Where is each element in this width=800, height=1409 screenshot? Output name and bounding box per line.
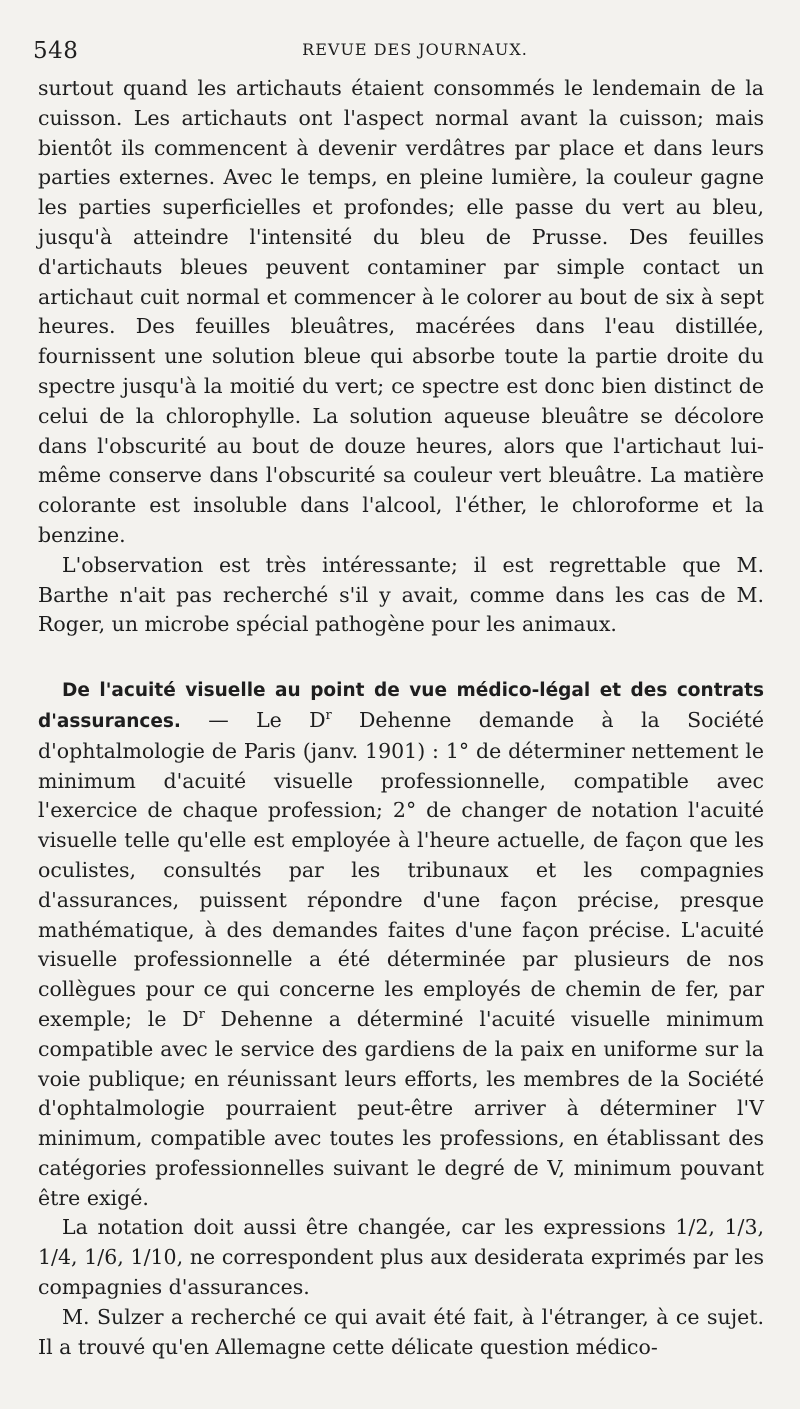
article1-paragraph-1: surtout quand les artichauts étaient consommés le lendemain de la cuisson. Les artichauts ont l'aspect normal avant la cuisson; mais bientôt ils commencent à devenir verdâtres par place et dans leurs parties externes. Avec le temps, en pleine lumière, la couleur gagne les parties superficielles et profondes; elle passe du vert au bleu, jusqu'à atteindre l'intensité du bleu de Prusse. Des feuilles d'artichauts bleues peuvent contaminer par simple contact un artichaut cuit normal et commencer à le colorer au bout de six à sept heures. Des feuilles bleuâtres, macérées dans l'eau distillée, fournissent une solution bleue qui absorbe toute la partie droite du spectre jusqu'à la moitié du vert; ce spectre est donc bien distinct de celui de la chlorophylle. La solution aqueuse bleuâtre se décolore dans l'obscurité au bout de douze heures, alors que l'artichaut lui-même conserve dans l'obscurité sa couleur vert bleuâtre. La matière colorante est insoluble dans l'alcool, l'éther, le chloroforme et la benzine. <box>38 76 764 547</box>
page-number: 548 <box>33 38 79 64</box>
body-text <box>38 74 764 1362</box>
article2-paragraph-3: M. Sulzer a recherché ce qui avait été fait, à l'étranger, à ce sujet. Il a trouvé qu'en Allemagne cette délicate question médico- <box>38 1304 764 1359</box>
article2-lead-paragraph <box>38 675 764 1213</box>
dr-superscript-2: r <box>198 1006 205 1022</box>
section-title: De l'acuité visuelle au point de vue médico-légal et des contrats d'assurances. <box>38 680 764 732</box>
dr-superscript: r <box>325 707 332 723</box>
lead-text-part2: Dehenne demande à la Société d'ophtalmologie de Paris (janv. 1901) : 1° de déterminer nettement le minimum d'acuité visuelle professionnelle, compatible avec l'exercice de chaque profession; 2° de changer de notation l'acuité visuelle telle qu'elle est employée à l'heure actuelle, de façon que les oculistes, consultés par les tribunaux et les compagnies d'assurances, puissent répondre d'une façon précise, presque mathématique, à des demandes faites d'une façon précise. L'acuité visuelle professionnelle a été déterminée par plusieurs de nos collègues pour ce qui concerne les employés de chemin de fer, par exemple; le D <box>38 707 764 1031</box>
lead-text-part3: Dehenne a déterminé l'acuité visuelle minimum compatible avec le service des gardiens de la paix en uniforme sur la voie publique; en réunissant leurs efforts, les membres de la Société d'ophtalmologie pourraient peut-être arriver à déterminer l'V minimum, compatible avec toutes les professions, en établissant des catégories professionnelles suivant le degré de V, minimum pouvant être exigé. <box>38 1006 764 1210</box>
running-title: REVUE DES JOURNAUX. <box>302 40 528 59</box>
lead-text-part1: — Le D <box>180 707 326 732</box>
section-gap <box>38 640 764 675</box>
article2-paragraph-2: La notation doit aussi être changée, car les expressions 1/2, 1/3, 1/4, 1/6, 1/10, ne correspondent plus aux desiderata exprimés par les compagnies d'assurances. <box>38 1215 764 1300</box>
article1-paragraph-2: L'observation est très intéressante; il est regrettable que M. Barthe n'ait pas recherché s'il y avait, comme dans les cas de M. Roger, un microbe spécial pathogène pour les animaux. <box>38 552 764 637</box>
